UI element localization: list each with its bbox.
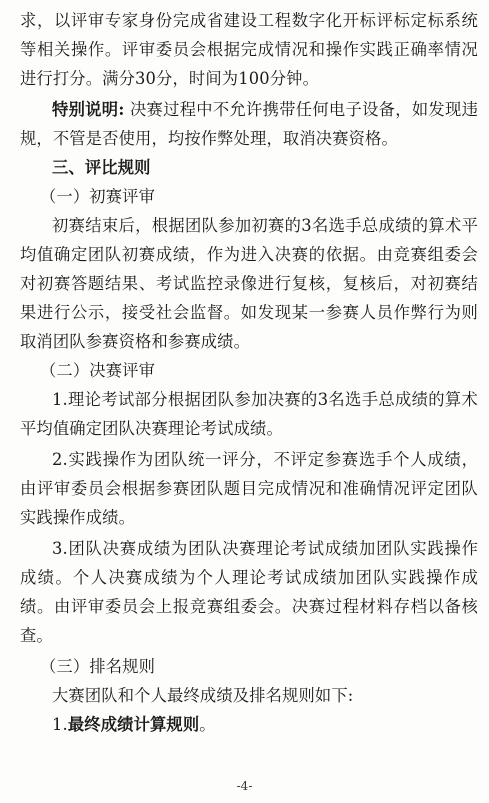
paragraph-special-note — [20, 95, 478, 153]
rule-1-prefix: 1. — [52, 715, 68, 734]
subsection-heading-ranking: （三）排名规则 — [40, 657, 156, 676]
subsection-heading-final: （二）决赛评审 — [40, 361, 156, 380]
subsection-heading-preliminary: （一）初赛评审 — [40, 187, 156, 206]
rule-1-suffix: 。 — [199, 715, 216, 734]
paragraph-ranking-intro: 大赛团队和个人最终成绩及排名规则如下: — [52, 686, 354, 705]
paragraph-final-item-1: 1.理论考试部分根据团队参加决赛的3名选手总成绩的算术平均值确定团队决赛理论考试成绩。 — [20, 390, 478, 438]
paragraph-preliminary-review: 初赛结束后，根据团队参加初赛的3名选手总成绩的算术平均值确定团队初赛成绩，作为进入决赛的依据。由竞赛组委会对初赛答题结果、考试监控录像进行复核，复核后，对初赛结果进行公示，接受社会监督。如发现某一参赛人员作弊行为则取消团队参赛资格和参赛成绩。 — [20, 216, 478, 351]
document-body — [20, 6, 478, 739]
paragraph-final-item-2: 2.实践操作为团队统一评分，不评定参赛选手个人成绩，由评审委员会根据参赛团队题目完成情况和准确情况评定团队实践操作成绩。 — [20, 450, 478, 527]
special-note-text: 决赛过程中不允许携带任何电子设备，如发现违规，不管是否使用，均按作弊处理，取消决赛资格。 — [20, 100, 479, 148]
special-note-label: 特别说明: — [52, 100, 125, 119]
page-number: -4- — [236, 779, 253, 793]
paragraph-rule-1 — [20, 710, 478, 739]
paragraph-final-item-3: 3.团队决赛成绩为团队决赛理论考试成绩加团队实践操作成绩。个人决赛成绩为个人理论考试成绩加团队实践操作成绩。由评审委员会上报竞赛组委会。决赛过程材料存档以备核查。 — [20, 539, 478, 645]
rule-1-label: 最终成绩计算规则 — [67, 715, 200, 734]
paragraph-scoring: 求，以评审专家身份完成省建设工程数字化开标评标定标系统等相关操作。评审委员会根据完成情况和操作实践正确率情况进行打分。满分30分，时间为100分钟。 — [20, 11, 478, 88]
section-heading-evaluation-rules: 三、评比规则 — [52, 158, 151, 177]
